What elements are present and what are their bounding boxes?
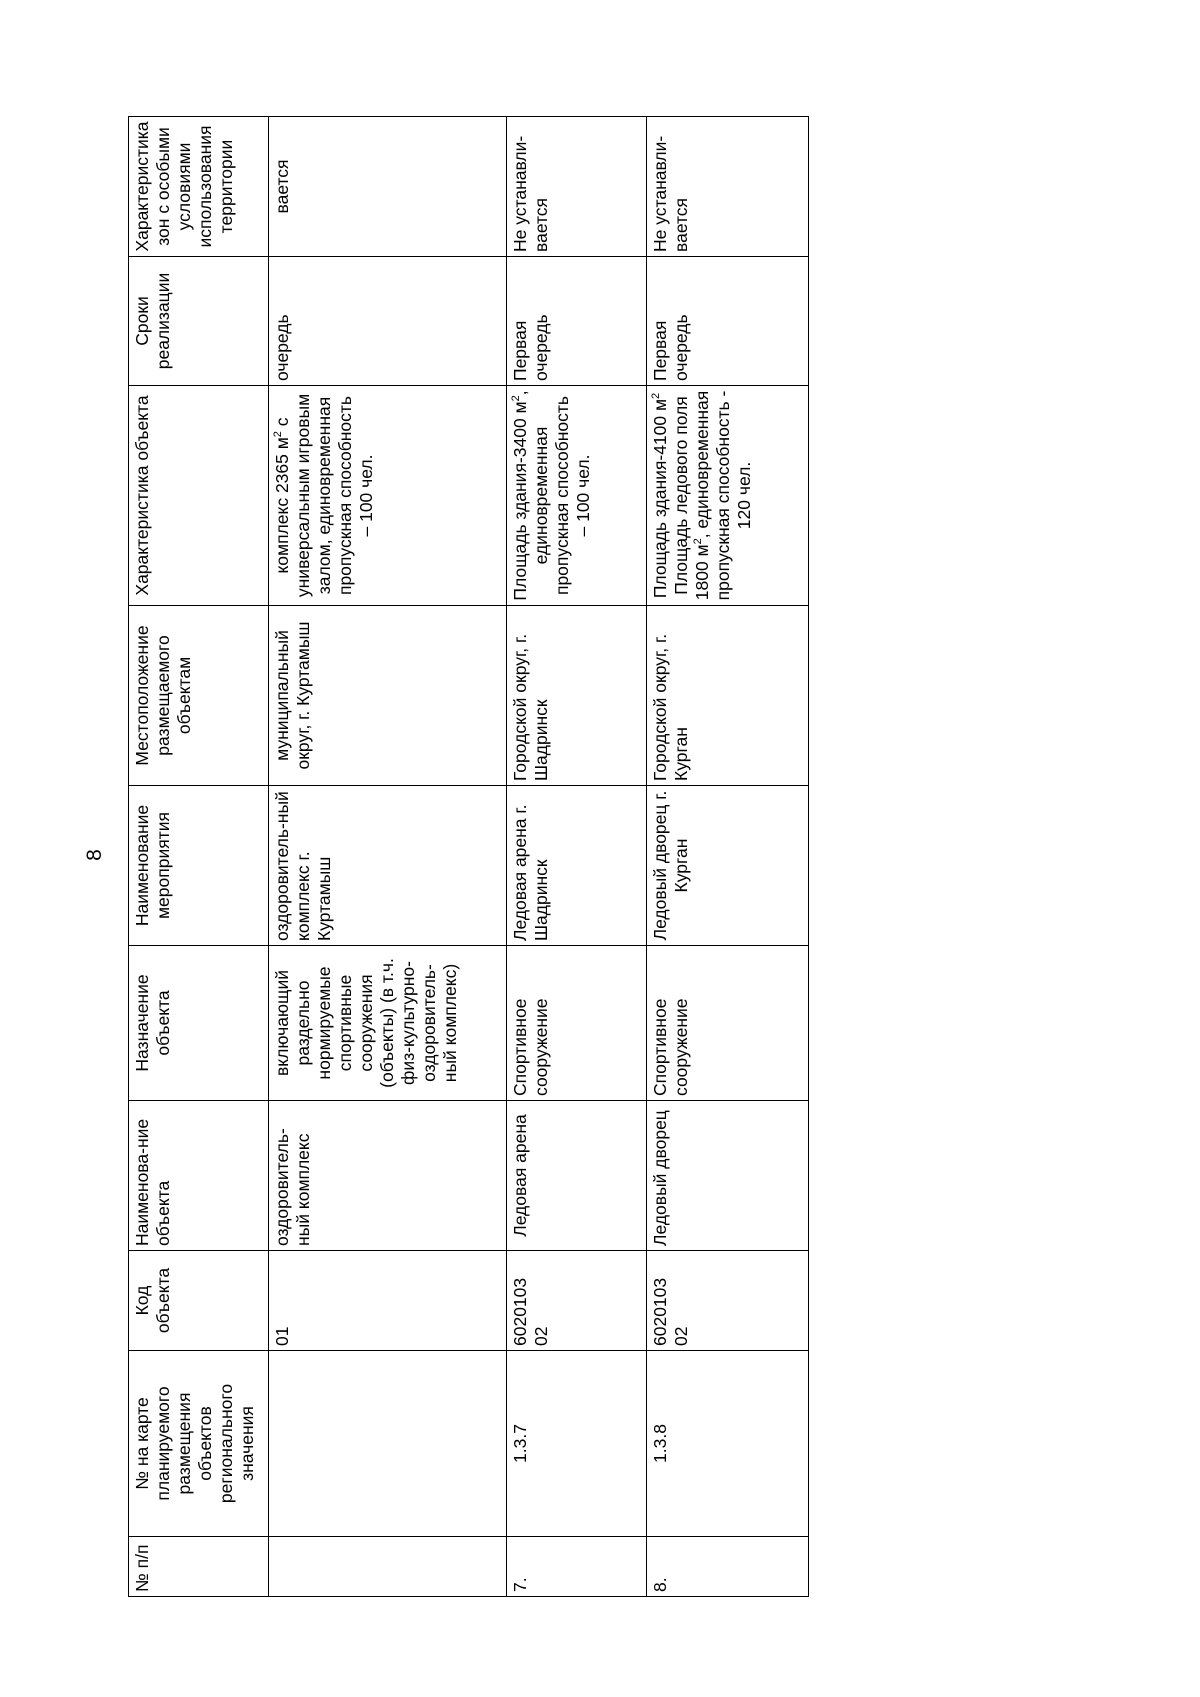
- header-term: Сроки реализации: [129, 257, 269, 386]
- cell-map-no: [269, 1351, 507, 1537]
- header-characteristic: Характеристика объекта: [129, 386, 269, 606]
- char-text: , единовременная пропускная способность – 100 чел.: [510, 390, 593, 596]
- regional-objects-table: [128, 116, 809, 1597]
- cell-num: 7.: [507, 1537, 647, 1597]
- cell-characteristic: [647, 386, 809, 606]
- cell-num: 8.: [647, 1537, 809, 1597]
- cell-code: 6020103 02: [647, 1251, 809, 1351]
- table-row: [647, 117, 809, 1597]
- cell-map-no: 1.3.8: [647, 1351, 809, 1537]
- char-text: Площадь здания-3400 м: [510, 401, 530, 601]
- char-text: Площадь здания-4100 м: [650, 398, 670, 599]
- cell-purpose: включающий раздельно нормируемые спортивные сооружения (объекты) (в т.ч. физ-культурно-оздоровитель-ный комплекс): [269, 946, 507, 1101]
- table-header-row: [129, 117, 269, 1597]
- cell-location: муниципальный округ, г. Куртамыш: [269, 606, 507, 786]
- header-code: Код объекта: [129, 1251, 269, 1351]
- superscript: 2: [650, 392, 663, 399]
- char-text: , единовременная пропускная способность - 120 чел.: [692, 390, 754, 601]
- header-map-no: № на карте планируемого размещения объектов регионального значения: [129, 1351, 269, 1537]
- cell-name: Ледовая арена: [507, 1101, 647, 1251]
- cell-characteristic: [507, 386, 647, 606]
- header-purpose: Назначение объекта: [129, 946, 269, 1101]
- header-zones: Характеристика зон с особыми условиями использования территории: [129, 117, 269, 257]
- cell-name: оздоровитель-ный комплекс: [269, 1101, 507, 1251]
- char-text: комплекс 2365 м: [272, 437, 292, 574]
- cell-measure: Ледовая арена г. Шадринск: [507, 786, 647, 946]
- cell-term: очередь: [269, 257, 507, 386]
- superscript: 2: [510, 395, 523, 402]
- cell-term: Первая очередь: [507, 257, 647, 386]
- cell-measure: оздоровитель-ный комплекс г. Куртамыш: [269, 786, 507, 946]
- cell-term: Первая очередь: [647, 257, 809, 386]
- cell-zones: вается: [269, 117, 507, 257]
- table-container: [128, 117, 808, 1597]
- table-row: [269, 117, 507, 1597]
- cell-purpose: Спортивное сооружение: [647, 946, 809, 1101]
- cell-name: Ледовый дворец: [647, 1101, 809, 1251]
- cell-measure: Ледовый дворец г. Курган: [647, 786, 809, 946]
- char-text: Площадь ледового поля 1800 м: [671, 396, 712, 601]
- table-row: [507, 117, 647, 1597]
- cell-characteristic: [269, 386, 507, 606]
- superscript: 2: [692, 538, 705, 545]
- cell-location: Городской округ, г. Курган: [647, 606, 809, 786]
- cell-zones: Не устанавли-вается: [647, 117, 809, 257]
- cell-code: 6020103 02: [507, 1251, 647, 1351]
- header-measure: Наименование мероприятия: [129, 786, 269, 946]
- superscript: 2: [272, 431, 285, 438]
- header-name: Наименова-ние объекта: [129, 1101, 269, 1251]
- cell-map-no: 1.3.7: [507, 1351, 647, 1537]
- cell-zones: Не устанавли-вается: [507, 117, 647, 257]
- page-number: 8: [83, 849, 106, 861]
- cell-purpose: Спортивное сооружение: [507, 946, 647, 1101]
- cell-code: 01: [269, 1251, 507, 1351]
- cell-num: [269, 1537, 507, 1597]
- char-text: с универсальным игровым залом, единовременная пропускная способность – 100 чел.: [272, 393, 376, 598]
- header-location: Местоположение размещаемого объектам: [129, 606, 269, 786]
- cell-location: Городской округ, г. Шадринск: [507, 606, 647, 786]
- header-num: № п/п: [129, 1537, 269, 1597]
